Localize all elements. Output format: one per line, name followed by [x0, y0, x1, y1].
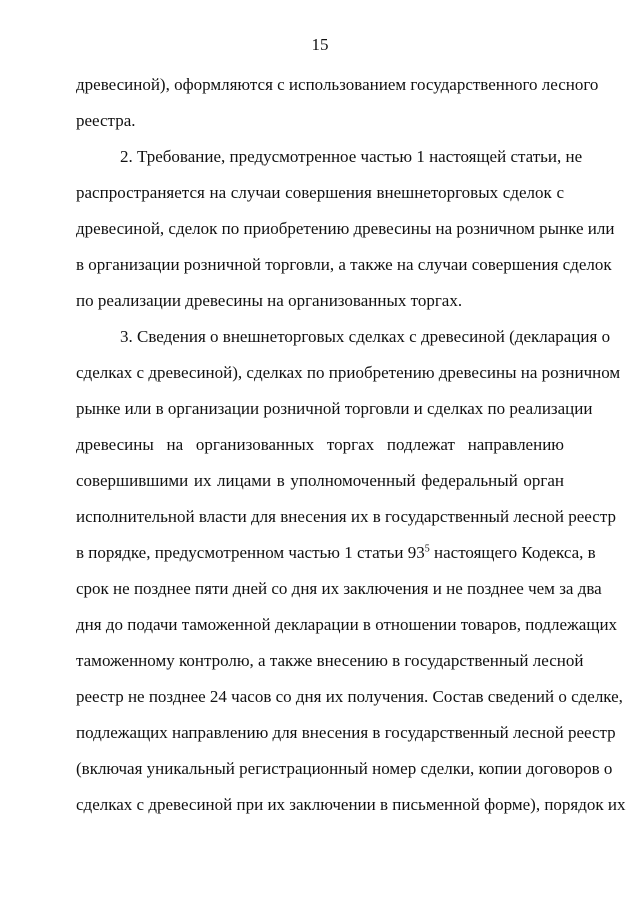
text-line-19: подлежащих направлению для внесения в государственный лесной реестр	[76, 723, 616, 742]
text-line-20: (включая уникальный регистрационный номер сделки, копии договоров о	[76, 759, 613, 778]
text-line-8: 3. Сведения о внешнеторговых сделках с древесиной (декларация о	[120, 327, 611, 346]
text-line-12: совершившими их лицами в уполномоченный федеральный орган	[76, 471, 564, 490]
text-line-17: таможенному контролю, а также внесению в государственный лесной	[76, 651, 584, 670]
text-line-16: дня до подачи таможенной декларации в отношении товаров, подлежащих	[76, 615, 618, 634]
text-line-14-rest	[425, 541, 596, 565]
text-line-14-tail: настоящего Кодекса, в	[429, 543, 596, 562]
article-superscript: 5	[424, 543, 430, 555]
text-line-10: рынке или в организации розничной торговли и сделках по реализации	[76, 399, 593, 418]
text-line-5: древесиной, сделок по приобретению древесины на розничном рынке или	[76, 219, 615, 238]
text-line-15: срок не позднее пяти дней со дня их заключения и не позднее чем за два	[76, 579, 602, 598]
text-line-14	[76, 541, 596, 565]
page-number: 15	[311, 35, 329, 54]
text-line-7: по реализации древесины на организованных торгах.	[76, 291, 463, 310]
text-line-3: 2. Требование, предусмотренное частью 1 настоящей статьи, не	[120, 147, 583, 166]
text-line-6: в организации розничной торговли, а также на случаи совершения сделок	[76, 255, 612, 274]
text-line-18: реестр не позднее 24 часов со дня их получения. Состав сведений о сделке,	[76, 687, 623, 706]
text-line-13: исполнительной власти для внесения их в государственный лесной реестр	[76, 507, 616, 526]
text-line-4: распространяется на случаи совершения внешнеторговых сделок с	[76, 183, 564, 202]
text-line-9: сделках с древесиной), сделках по приобретению древесины на розничном	[76, 363, 621, 382]
text-line-21: сделках с древесиной при их заключении в письменной форме), порядок их	[76, 795, 626, 814]
text-line-2: реестра.	[76, 111, 136, 130]
text-line-11: древесины на организованных торгах подлежат направлению	[76, 435, 564, 454]
text-line-14-head: в порядке, предусмотренном частью 1 статьи 93	[76, 543, 425, 562]
text-line-1: древесиной), оформляются с использованием государственного лесного	[76, 75, 599, 94]
